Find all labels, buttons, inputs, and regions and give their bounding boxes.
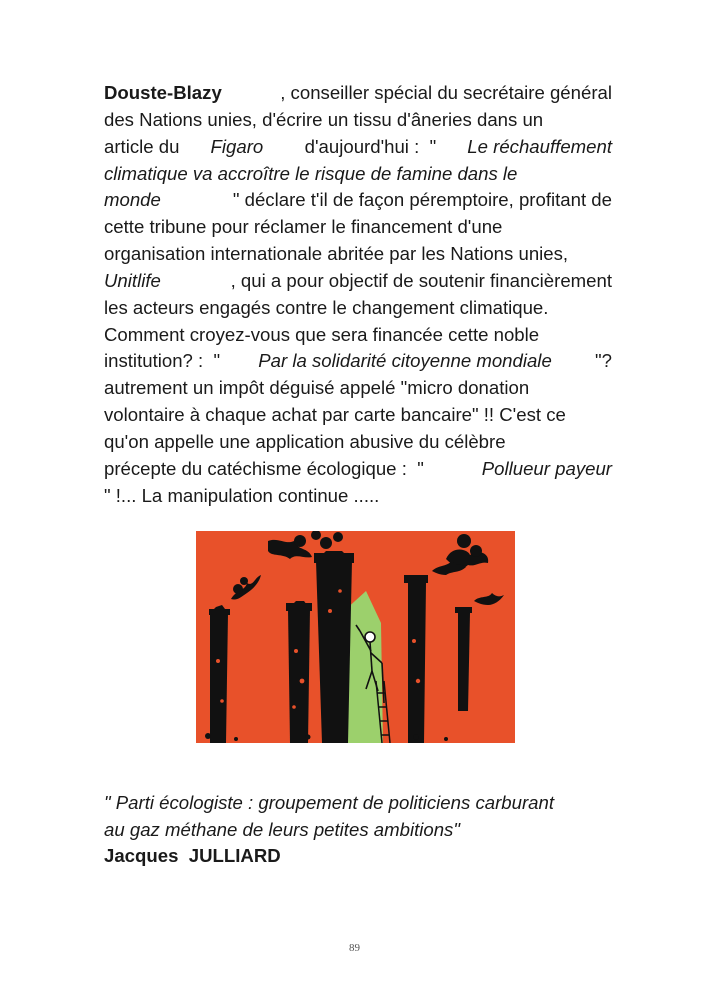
- body-line: [104, 268, 612, 295]
- body-line: [104, 134, 612, 161]
- page-number: 89: [349, 942, 360, 954]
- body-paragraph: [104, 80, 612, 510]
- body-text-segment: autrement un impôt déguisé appelé "micro donation: [104, 377, 530, 399]
- body-text-segment: climatique va accroître le risque de famine dans le: [104, 162, 518, 184]
- body-text-segment: Figaro: [210, 135, 264, 157]
- body-text-segment: cette tribune pour réclamer le financement d'une: [104, 216, 503, 238]
- body-line: [104, 456, 612, 483]
- body-text-segment: des Nations unies, d'écrire un tissu d'âneries dans un: [104, 108, 544, 130]
- body-text-segment: précepte du catéchisme écologique : ": [104, 457, 429, 479]
- body-text-segment: volontaire à chaque achat par carte bancaire" !! C'est ce: [104, 404, 566, 426]
- body-line: [104, 187, 612, 214]
- body-text-segment: , qui a pour objectif de soutenir financièrement: [220, 269, 612, 291]
- body-line: [104, 107, 612, 134]
- body-text-segment: organisation internationale abritée par les Nations unies,: [104, 243, 569, 265]
- body-line: [104, 80, 612, 107]
- body-text-segment: d'aujourd'hui : ": [289, 135, 442, 157]
- body-line: [104, 483, 612, 510]
- body-text-segment: Unitlife: [104, 269, 161, 291]
- body-text-segment: "?: [584, 350, 612, 372]
- body-line: [104, 214, 612, 241]
- body-text-segment: monde: [104, 189, 161, 211]
- body-text-segment: institution? : ": [104, 350, 226, 372]
- body-line: [104, 322, 612, 349]
- quote-line-2: au gaz méthane de leurs petites ambitions": [104, 818, 460, 840]
- body-line: [104, 295, 612, 322]
- body-text-segment: qu'on appelle une application abusive du célèbre: [104, 430, 506, 452]
- body-line: [104, 402, 612, 429]
- body-line: [104, 241, 612, 268]
- quote-line-1: " Parti écologiste : groupement de politiciens carburant: [104, 792, 554, 813]
- body-text-segment: " déclare t'il de façon péremptoire, profitant de: [222, 189, 612, 211]
- body-line: [104, 429, 612, 456]
- quote-author: Jacques JULLIARD: [104, 845, 281, 866]
- epigraph-quote: [104, 790, 624, 870]
- body-line: [104, 375, 612, 402]
- factory-chimneys-cartoon-icon: [196, 531, 515, 743]
- body-line: [104, 161, 612, 188]
- body-text-segment: article du: [104, 135, 185, 157]
- body-text-segment: " !... La manipulation continue .....: [104, 484, 380, 506]
- body-text-segment: , conseiller spécial du secrétaire général: [275, 82, 612, 103]
- body-line: [104, 348, 612, 375]
- body-text-segment: Pollueur payeur: [481, 457, 612, 479]
- body-text-segment: Par la solidarité citoyenne mondiale: [258, 350, 552, 372]
- body-text-segment: Comment croyez-vous que sera financée cette noble: [104, 323, 540, 345]
- body-text-segment: Le réchauffement: [467, 135, 612, 157]
- body-text-segment: Douste-Blazy: [104, 82, 222, 103]
- body-text-segment: les acteurs engagés contre le changement climatique.: [104, 296, 549, 318]
